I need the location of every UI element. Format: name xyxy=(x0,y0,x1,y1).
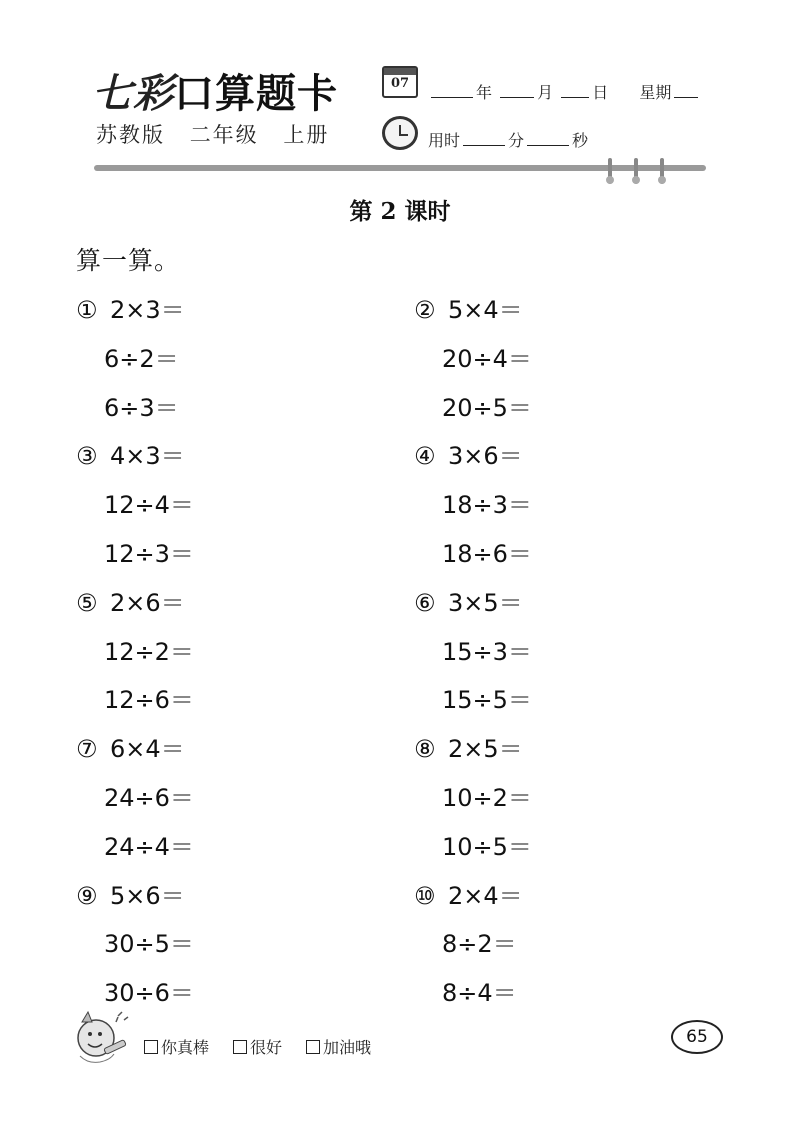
problem-item xyxy=(104,485,194,520)
problem-item xyxy=(104,973,194,1008)
minutes-blank[interactable] xyxy=(463,132,505,146)
problem-item xyxy=(104,632,194,667)
problem-item xyxy=(76,729,185,764)
problem-expression: 10÷5＝ xyxy=(442,832,532,861)
brand-logo xyxy=(92,62,338,119)
problem-expression: 15÷5＝ xyxy=(442,686,532,715)
problem-item xyxy=(442,973,517,1008)
date-line xyxy=(428,80,701,103)
month-label: 月 xyxy=(537,83,554,102)
month-blank[interactable] xyxy=(500,84,534,98)
problem-item xyxy=(76,583,185,618)
checkbox-icon[interactable] xyxy=(233,1040,247,1054)
binder-ring-icon xyxy=(658,158,666,184)
problem-expression: 2×5＝ xyxy=(448,735,523,764)
day-blank[interactable] xyxy=(561,84,589,98)
header-divider xyxy=(94,165,706,171)
calendar-icon xyxy=(382,66,418,98)
seconds-label: 秒 xyxy=(572,131,589,150)
problem-expression: 8÷2＝ xyxy=(442,930,517,959)
day-label: 日 xyxy=(592,83,609,102)
problem-expression: 12÷6＝ xyxy=(104,686,194,715)
edition-info xyxy=(96,119,345,149)
problem-item xyxy=(442,534,532,569)
problem-item xyxy=(104,827,194,862)
year-label: 年 xyxy=(476,83,493,102)
rating-option-good[interactable] xyxy=(233,1035,282,1058)
problem-expression: 18÷3＝ xyxy=(442,491,532,520)
problem-item xyxy=(442,827,532,862)
rating-label: 你真棒 xyxy=(161,1038,210,1057)
problem-expression: 2×6＝ xyxy=(110,588,185,617)
problem-number: ⑨ xyxy=(76,881,98,910)
problem-expression: 10÷2＝ xyxy=(442,784,532,812)
problem-expression: 30÷6＝ xyxy=(104,979,194,1008)
checkbox-icon[interactable] xyxy=(306,1040,320,1054)
problem-item xyxy=(442,778,532,813)
problem-item xyxy=(442,485,532,520)
binder-ring-icon xyxy=(606,158,614,184)
problem-item xyxy=(104,339,179,374)
lesson-title: 第 2 课时 xyxy=(349,198,451,225)
problem-item xyxy=(104,680,194,715)
problem-item xyxy=(414,876,523,911)
problem-number: ⑤ xyxy=(76,588,98,617)
problem-expression: 6÷3＝ xyxy=(104,393,179,422)
problem-expression: 4×3＝ xyxy=(110,442,185,471)
problem-number: ① xyxy=(76,296,98,324)
page-number: 65 xyxy=(671,1020,723,1054)
rating-option-keep-going[interactable] xyxy=(306,1035,371,1058)
problem-item xyxy=(442,924,517,959)
edition-publisher: 苏教版 xyxy=(96,123,165,147)
problem-item xyxy=(414,583,523,618)
problem-number: ④ xyxy=(414,442,436,471)
problem-number: ⑦ xyxy=(76,735,98,764)
checkbox-icon[interactable] xyxy=(144,1040,158,1054)
rating-option-excellent[interactable] xyxy=(144,1035,209,1058)
problem-item xyxy=(76,876,185,911)
problem-expression: 20÷5＝ xyxy=(442,393,532,422)
problem-number: ⑥ xyxy=(414,588,436,617)
problem-item xyxy=(442,388,532,423)
problem-item xyxy=(104,924,194,959)
problem-item xyxy=(414,729,523,764)
rating-label: 很好 xyxy=(250,1038,283,1057)
time-line xyxy=(428,128,588,151)
problem-number: ③ xyxy=(76,442,98,471)
instruction: 算一算。 xyxy=(76,246,181,275)
seconds-blank[interactable] xyxy=(527,132,569,146)
mascot-icon xyxy=(68,1008,134,1066)
problem-expression: 12÷2＝ xyxy=(104,637,194,666)
problem-item xyxy=(76,290,185,325)
weekday-label: 星期 xyxy=(639,83,672,102)
clock-icon xyxy=(382,116,418,150)
problem-number: ② xyxy=(414,296,436,324)
problem-item xyxy=(76,436,185,471)
brand-main: 口算题卡 xyxy=(174,70,338,117)
time-used-label: 用时 xyxy=(428,131,461,150)
edition-volume: 上册 xyxy=(283,123,330,147)
problem-expression: 2×4＝ xyxy=(448,881,523,910)
problem-expression: 30÷5＝ xyxy=(104,930,194,959)
problem-expression: 5×4＝ xyxy=(448,296,523,324)
problem-item xyxy=(104,534,194,569)
problem-number: ⑧ xyxy=(414,735,436,764)
calendar-number: 07 xyxy=(390,76,410,91)
problem-item xyxy=(442,339,532,374)
problem-expression: 24÷6＝ xyxy=(104,784,194,812)
problem-expression: 12÷3＝ xyxy=(104,540,194,568)
problem-expression: 6×4＝ xyxy=(110,735,185,764)
problem-expression: 20÷4＝ xyxy=(442,344,532,373)
problem-item xyxy=(414,290,523,325)
binder-ring-icon xyxy=(632,158,640,184)
problem-item xyxy=(414,436,523,471)
minutes-label: 分 xyxy=(508,131,525,150)
problem-expression: 24÷4＝ xyxy=(104,832,194,861)
year-blank[interactable] xyxy=(431,84,473,98)
problem-item xyxy=(442,632,532,667)
brand-prefix: 七彩 xyxy=(92,70,174,117)
problem-expression: 6÷2＝ xyxy=(104,344,179,373)
problem-expression: 8÷4＝ xyxy=(442,979,517,1008)
problem-expression: 5×6＝ xyxy=(110,881,185,910)
problem-item xyxy=(442,680,532,715)
problem-expression: 3×5＝ xyxy=(448,588,523,617)
edition-grade: 二年级 xyxy=(189,123,259,147)
problem-expression: 15÷3＝ xyxy=(442,637,532,666)
weekday-blank[interactable] xyxy=(674,84,698,98)
problem-number: ⑩ xyxy=(414,881,436,910)
problem-expression: 2×3＝ xyxy=(110,296,185,324)
problem-item xyxy=(104,778,194,813)
rating-label: 加油哦 xyxy=(323,1038,372,1057)
problem-expression: 12÷4＝ xyxy=(104,491,194,520)
problem-expression: 18÷6＝ xyxy=(442,540,532,568)
problem-item xyxy=(104,388,179,423)
problem-expression: 3×6＝ xyxy=(448,442,523,471)
